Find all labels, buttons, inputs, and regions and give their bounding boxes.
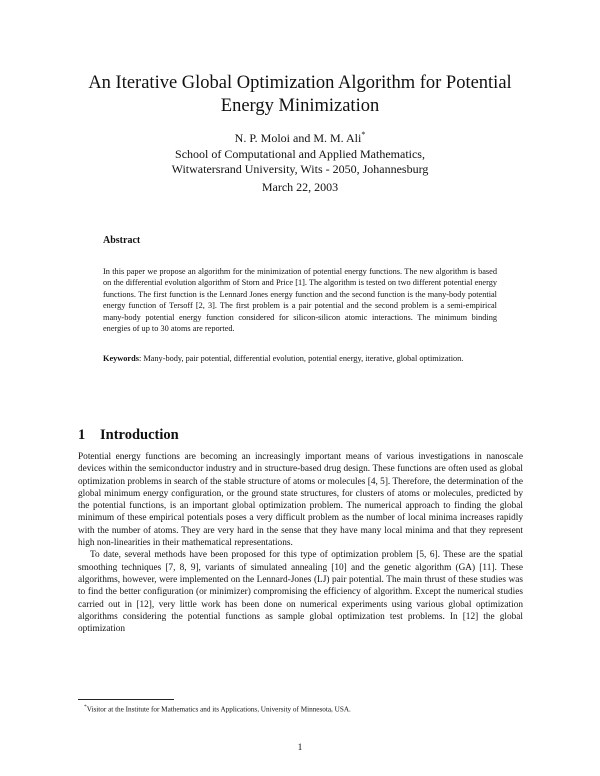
page-number: 1 bbox=[297, 743, 303, 753]
author-block bbox=[60, 127, 540, 178]
author-names bbox=[60, 127, 540, 147]
affiliation-line-2: Witwatersrand University, Wits - 2050, Johannesburg bbox=[171, 162, 429, 176]
footnote-rule bbox=[78, 699, 174, 700]
footnote-mark: * bbox=[84, 704, 87, 710]
section-number: 1 bbox=[78, 427, 86, 443]
paper-date: March 22, 2003 bbox=[261, 180, 339, 194]
footnote-text: Visitor at the Institute for Mathematics and its Applications, University of Minnesota, USA. bbox=[86, 705, 351, 714]
authors-text: N. P. Moloi and M. M. Ali bbox=[234, 131, 362, 145]
abstract-text: In this paper we propose an algorithm for the minimization of potential energy functions. The new algorithm is based on the differential evolution algorithm of Storn and Price [1]. The algorithm is tested on two different potential energy functions. The first function is the Lennard Jones energy function and the second function is the many-body potential energy function of Tersoff [2, 3]. The first problem is a pair potential and the second problem is a semi-empirical many-body potential energy function considered for silicon-silicon atomic interactions. The minimum binding energies of up to 30 atoms are reported. bbox=[103, 267, 497, 334]
section-title: Introduction bbox=[100, 427, 179, 443]
paragraph-2: To date, several methods have been proposed for this type of optimization problem [5, 6]. These are the spatial smoothing techniques [7, 8, 9], variants of simulated annealing [10] and the genetic algorithm (GA) [11]. These algorithms, however, were implemented on the Lennard-Jones (LJ) pair potential. The main thrust of these studies was to find the better configuration (or minimizer) compromising the efficiency of algorithm. Except the numerical studies carried out in [12], very little work has been done on numerical experiments using various global optimization algorithms considering the potential functions as sample global optimization test problems. In [12] the global optimization bbox=[78, 550, 523, 635]
section-body bbox=[78, 451, 523, 635]
title-line-1: An Iterative Global Optimization Algorithm for Potential bbox=[88, 73, 512, 93]
affiliation-line-1: School of Computational and Applied Mathematics, bbox=[175, 146, 425, 161]
footnote bbox=[84, 704, 351, 713]
keywords-text: : Many-body, pair potential, differential evolution, potential energy, iterative, global optimization. bbox=[138, 354, 464, 363]
abstract-heading: Abstract bbox=[103, 235, 141, 246]
author-footnote-mark: * bbox=[361, 130, 366, 139]
title-line-2: Energy Minimization bbox=[220, 96, 380, 116]
paragraph-1: Potential energy functions are becoming an increasingly important means of various investigations in nanoscale devices within the semiconductor industry and in structure-based drug design. These functions are often used as global optimization problems in search of the stable structure of atoms or molecules [4, 5]. Therefore, the determination of the global minimum energy configuration, or the ground state structures, for clusters of atoms or molecules, predicted by the potential functions, is an important global optimization problem. The numerical approach to finding the global minimum of these empirical potentials poses a very difficult problem as the number of local minima increases rapidly with the number of atoms. They are very hard in the sense that they have many local minima and that they represent high non-linearities in their mathematical representations. bbox=[78, 452, 523, 549]
keywords bbox=[103, 352, 497, 366]
keywords-label: Keywords bbox=[103, 354, 139, 363]
section-heading bbox=[78, 427, 179, 444]
paper-title bbox=[60, 72, 540, 118]
